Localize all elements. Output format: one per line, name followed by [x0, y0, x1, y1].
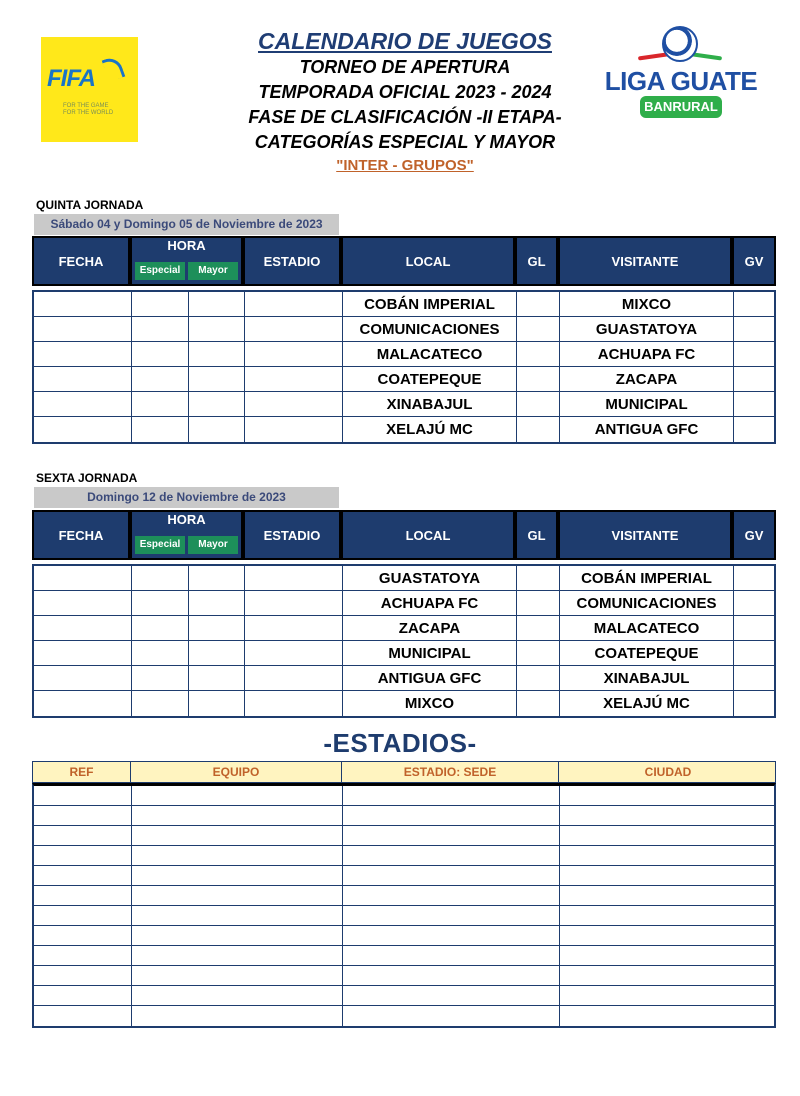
cell-ciudad — [560, 986, 774, 1005]
cell-fecha — [34, 292, 132, 316]
estadios-row — [34, 806, 774, 826]
table-row — [34, 591, 774, 616]
table-row — [34, 342, 774, 367]
cell-equipo — [132, 806, 343, 825]
cell-mayor — [189, 292, 245, 316]
col-visitante: VISITANTE — [558, 236, 732, 286]
cell-mayor — [189, 417, 245, 442]
col-visitante: VISITANTE — [558, 510, 732, 560]
cell-estadio — [245, 616, 343, 640]
col-hora-label: HORA — [167, 238, 206, 253]
header-line-3: FASE DE CLASIFICACIÓN -II ETAPA- — [248, 107, 562, 127]
estadios-table — [32, 761, 776, 1028]
cell-estadio — [245, 367, 343, 391]
cell-estadio-sede — [343, 886, 560, 905]
cell-especial — [132, 342, 189, 366]
header-subtitle: "INTER - GRUPOS" — [336, 157, 474, 174]
header-line-2: TEMPORADA OFICIAL 2023 - 2024 — [258, 82, 552, 102]
fifa-logo-text: FIFA — [47, 65, 95, 92]
cell-estadio-sede — [343, 806, 560, 825]
cell-especial — [132, 417, 189, 442]
estadios-header — [32, 761, 776, 783]
col-estadio-sede: ESTADIO: SEDE — [342, 762, 559, 782]
table-row — [34, 367, 774, 392]
col-equipo: EQUIPO — [131, 762, 342, 782]
cell-fecha — [34, 691, 132, 716]
jornada-label-sexta: SEXTA JORNADA — [36, 471, 138, 485]
col-local: LOCAL — [341, 236, 515, 286]
cell-ref — [34, 886, 132, 905]
cell-equipo — [132, 826, 343, 845]
cell-especial — [132, 566, 189, 590]
soccer-ball-icon — [662, 26, 698, 62]
liga-logo-sponsor: BANRURAL — [640, 96, 722, 118]
cell-especial — [132, 392, 189, 416]
col-mayor: Mayor — [188, 262, 238, 280]
cell-equipo — [132, 926, 343, 945]
cell-equipo — [132, 886, 343, 905]
estadios-heading: -ESTADIOS- — [323, 728, 477, 758]
cell-gl — [517, 691, 560, 716]
cell-ref — [34, 1006, 132, 1026]
cell-fecha — [34, 641, 132, 665]
cell-gl — [517, 292, 560, 316]
cell-estadio-sede — [343, 906, 560, 925]
table-row — [34, 417, 774, 442]
cell-ref — [34, 806, 132, 825]
cell-mayor — [189, 342, 245, 366]
cell-visitante: MIXCO — [560, 292, 734, 316]
cell-gv — [734, 641, 778, 665]
cell-visitante: ANTIGUA GFC — [560, 417, 734, 442]
table-body — [32, 290, 776, 444]
liga-logo-name: LIGA GUATE — [604, 66, 758, 96]
cell-ciudad — [560, 926, 774, 945]
cell-gv — [734, 591, 778, 615]
cell-especial — [132, 367, 189, 391]
cell-mayor — [189, 367, 245, 391]
cell-ref — [34, 926, 132, 945]
schedule-table-quinta — [32, 236, 776, 444]
col-gl: GL — [515, 236, 558, 286]
header-line-4: CATEGORÍAS ESPECIAL Y MAYOR — [254, 132, 556, 152]
cell-gl — [517, 641, 560, 665]
cell-gv — [734, 417, 778, 442]
estadios-row — [34, 946, 774, 966]
col-ciudad: CIUDAD — [644, 765, 692, 779]
cell-ref — [34, 906, 132, 925]
cell-gv — [734, 342, 778, 366]
page-title: CALENDARIO DE JUEGOS — [258, 28, 552, 54]
col-gv: GV — [732, 236, 776, 286]
schedule-table-sexta — [32, 510, 776, 718]
header-line-1: TORNEO DE APERTURA — [299, 57, 511, 77]
cell-ref — [34, 946, 132, 965]
cell-fecha — [34, 666, 132, 690]
cell-mayor — [189, 566, 245, 590]
cell-estadio-sede — [343, 966, 560, 985]
cell-visitante: MALACATECO — [560, 616, 734, 640]
cell-visitante: ZACAPA — [560, 367, 734, 391]
cell-ciudad — [560, 786, 774, 805]
cell-gv — [734, 666, 778, 690]
col-mayor: Mayor — [188, 536, 238, 554]
cell-local: COBÁN IMPERIAL — [343, 292, 517, 316]
cell-especial — [132, 292, 189, 316]
cell-estadio-sede — [343, 866, 560, 885]
cell-equipo — [132, 786, 343, 805]
cell-ciudad — [560, 946, 774, 965]
cell-especial — [132, 641, 189, 665]
col-fecha: FECHA — [32, 510, 130, 560]
cell-local: COATEPEQUE — [343, 367, 517, 391]
jornada-date-quinta: Sábado 04 y Domingo 05 de Noviembre de 2023 — [34, 214, 339, 235]
cell-visitante: XELAJÚ MC — [560, 691, 734, 716]
cell-visitante: MUNICIPAL — [560, 392, 734, 416]
table-row — [34, 691, 774, 716]
cell-fecha — [34, 417, 132, 442]
cell-especial — [132, 666, 189, 690]
cell-estadio-sede — [343, 846, 560, 865]
col-ref: REF — [33, 762, 131, 782]
cell-ref — [34, 966, 132, 985]
cell-local: ANTIGUA GFC — [343, 666, 517, 690]
cell-ciudad — [560, 906, 774, 925]
cell-gl — [517, 666, 560, 690]
cell-ciudad — [560, 886, 774, 905]
col-gl: GL — [515, 510, 558, 560]
cell-fecha — [34, 616, 132, 640]
col-hora — [130, 510, 243, 560]
table-row — [34, 641, 774, 666]
cell-estadio — [245, 342, 343, 366]
cell-ciudad — [560, 806, 774, 825]
cell-ciudad — [560, 866, 774, 885]
col-especial: Especial — [135, 262, 185, 280]
cell-mayor — [189, 317, 245, 341]
estadios-row — [34, 906, 774, 926]
cell-fecha — [34, 317, 132, 341]
cell-gl — [517, 367, 560, 391]
cell-fecha — [34, 566, 132, 590]
estadios-row — [34, 986, 774, 1006]
cell-gl — [517, 317, 560, 341]
cell-mayor — [189, 591, 245, 615]
cell-mayor — [189, 666, 245, 690]
col-estadio: ESTADIO — [243, 236, 341, 286]
cell-local: XELAJÚ MC — [343, 417, 517, 442]
document-header — [160, 28, 650, 177]
cell-estadio — [245, 641, 343, 665]
cell-ref — [34, 786, 132, 805]
estadios-row — [34, 966, 774, 986]
table-row — [34, 616, 774, 641]
cell-mayor — [189, 392, 245, 416]
cell-local: MALACATECO — [343, 342, 517, 366]
col-hora — [130, 236, 243, 286]
table-row — [34, 566, 774, 591]
estadios-row — [34, 846, 774, 866]
cell-especial — [132, 591, 189, 615]
cell-fecha — [34, 591, 132, 615]
cell-ciudad — [560, 1006, 774, 1026]
cell-gl — [517, 392, 560, 416]
cell-estadio — [245, 392, 343, 416]
cell-estadio-sede — [343, 786, 560, 805]
estadios-row — [34, 886, 774, 906]
table-body — [32, 564, 776, 718]
col-local: LOCAL — [341, 510, 515, 560]
cell-visitante: COATEPEQUE — [560, 641, 734, 665]
cell-local: ZACAPA — [343, 616, 517, 640]
cell-gv — [734, 616, 778, 640]
fifa-logo — [41, 37, 138, 142]
cell-ciudad — [560, 846, 774, 865]
cell-mayor — [189, 616, 245, 640]
cell-local: GUASTATOYA — [343, 566, 517, 590]
cell-ref — [34, 846, 132, 865]
fifa-swoosh-icon — [102, 55, 126, 82]
jornada-label-quinta: QUINTA JORNADA — [36, 198, 144, 212]
estadios-row — [34, 826, 774, 846]
cell-local: COMUNICACIONES — [343, 317, 517, 341]
cell-ciudad — [560, 966, 774, 985]
cell-gv — [734, 392, 778, 416]
cell-gl — [517, 566, 560, 590]
table-row — [34, 292, 774, 317]
cell-estadio-sede — [343, 826, 560, 845]
cell-estadio — [245, 566, 343, 590]
table-row — [34, 666, 774, 691]
cell-equipo — [132, 946, 343, 965]
estadios-row — [34, 926, 774, 946]
cell-visitante: COMUNICACIONES — [560, 591, 734, 615]
cell-visitante: XINABAJUL — [560, 666, 734, 690]
cell-fecha — [34, 392, 132, 416]
cell-especial — [132, 317, 189, 341]
table-header — [32, 510, 776, 560]
col-gv: GV — [732, 510, 776, 560]
col-especial: Especial — [135, 536, 185, 554]
cell-gv — [734, 566, 778, 590]
estadios-row — [34, 786, 774, 806]
cell-especial — [132, 616, 189, 640]
cell-estadio — [245, 691, 343, 716]
fifa-logo-tagline: FOR THE GAME FOR THE WORLD — [63, 103, 114, 116]
cell-local: MUNICIPAL — [343, 641, 517, 665]
cell-local: MIXCO — [343, 691, 517, 716]
cell-gv — [734, 367, 778, 391]
cell-equipo — [132, 906, 343, 925]
cell-gl — [517, 591, 560, 615]
cell-estadio-sede — [343, 1006, 560, 1026]
table-row — [34, 392, 774, 417]
cell-fecha — [34, 342, 132, 366]
cell-local: XINABAJUL — [343, 392, 517, 416]
cell-estadio — [245, 591, 343, 615]
cell-visitante: COBÁN IMPERIAL — [560, 566, 734, 590]
cell-estadio-sede — [343, 946, 560, 965]
cell-estadio — [245, 317, 343, 341]
cell-equipo — [132, 986, 343, 1005]
cell-equipo — [132, 1006, 343, 1026]
cell-visitante: ACHUAPA FC — [560, 342, 734, 366]
cell-equipo — [132, 866, 343, 885]
cell-estadio — [245, 417, 343, 442]
col-fecha: FECHA — [32, 236, 130, 286]
cell-estadio-sede — [343, 926, 560, 945]
jornada-date-sexta: Domingo 12 de Noviembre de 2023 — [34, 487, 339, 508]
cell-equipo — [132, 966, 343, 985]
col-hora-label: HORA — [167, 512, 206, 527]
cell-especial — [132, 691, 189, 716]
cell-ciudad — [560, 826, 774, 845]
cell-ref — [34, 826, 132, 845]
cell-gv — [734, 317, 778, 341]
table-header — [32, 236, 776, 286]
cell-estadio — [245, 292, 343, 316]
table-row — [34, 317, 774, 342]
estadios-row — [34, 1006, 774, 1026]
cell-estadio-sede — [343, 986, 560, 1005]
estadios-row — [34, 866, 774, 886]
cell-estadio — [245, 666, 343, 690]
cell-mayor — [189, 641, 245, 665]
cell-gl — [517, 417, 560, 442]
estadios-body — [32, 783, 776, 1028]
cell-gv — [734, 691, 778, 716]
cell-mayor — [189, 691, 245, 716]
cell-fecha — [34, 367, 132, 391]
cell-ref — [34, 866, 132, 885]
cell-ref — [34, 986, 132, 1005]
cell-visitante: GUASTATOYA — [560, 317, 734, 341]
cell-gl — [517, 342, 560, 366]
cell-gv — [734, 292, 778, 316]
cell-equipo — [132, 846, 343, 865]
col-estadio: ESTADIO — [243, 510, 341, 560]
cell-gl — [517, 616, 560, 640]
cell-local: ACHUAPA FC — [343, 591, 517, 615]
